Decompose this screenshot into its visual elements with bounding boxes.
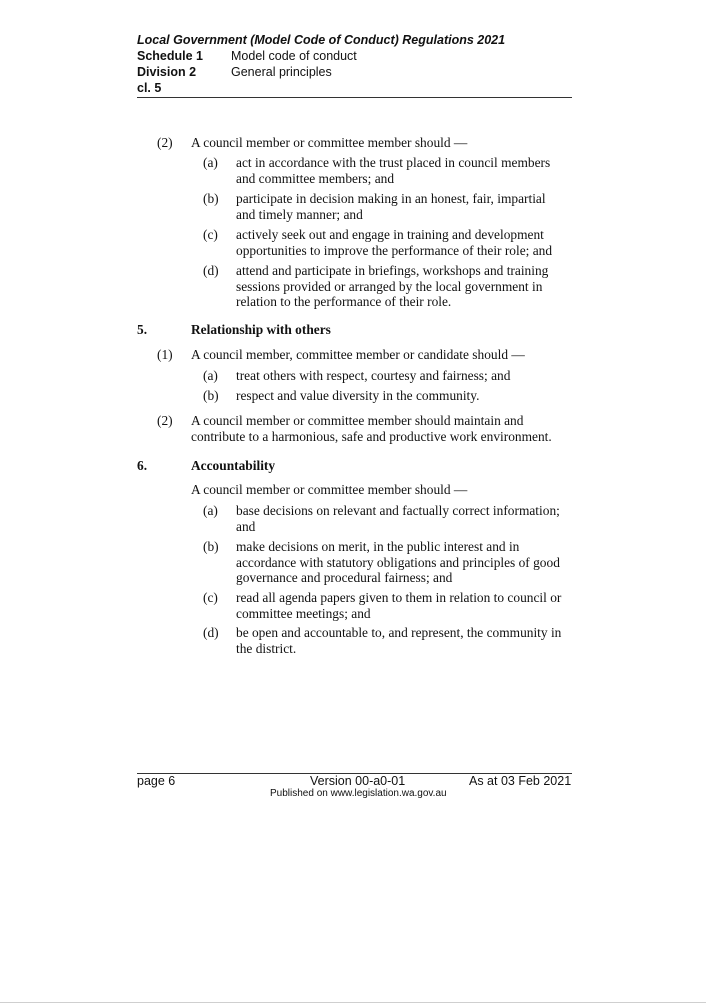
section-number: 6. [137,458,148,473]
paragraph-line: accordance with statutory obligations and principles of good [236,554,560,570]
paragraph-line: read all agenda papers given to them in relation to council or [236,590,562,605]
subclause-intro: A council member or committee member should — [191,135,468,150]
header-division-value: General principles [231,65,332,79]
subclause-number: (2) [157,135,173,150]
paragraph-line: base decisions on relevant and factually correct information; [236,503,560,518]
paragraph-label: (d) [203,625,219,640]
paragraph-line: respect and value diversity in the community. [236,388,480,403]
footer-date: As at 03 Feb 2021 [469,774,572,788]
footer-published: Published on www.legislation.wa.gov.au [270,788,447,799]
paragraph-line: sessions provided or arranged by the local government in [236,278,543,294]
paragraph-line: and [236,518,256,534]
subclause-intro: A council member, committee member or candidate should — [191,347,525,362]
header-clause-key: cl. 5 [137,81,162,95]
header-schedule-key: Schedule 1 [137,49,203,63]
header-schedule-value: Model code of conduct [231,49,357,63]
subclause-line: contribute to a harmonious, safe and productive work environment. [191,428,552,444]
footer-version: Version 00-a0-01 [310,774,406,788]
header-schedule [137,49,357,63]
subclause-number: (1) [157,347,173,362]
footer-page-number: page 6 [137,774,176,788]
paragraph-label: (a) [203,368,218,383]
paragraph-line: make decisions on merit, in the public interest and in [236,539,520,554]
paragraph-line: governance and procedural fairness; and [236,570,453,585]
paragraph-label: (c) [203,590,218,605]
paragraph-label: (a) [203,503,218,518]
paragraph-line: the district. [236,640,297,656]
header-division-key: Division 2 [137,65,197,79]
paragraph-label: (c) [203,227,218,242]
subclause-line: A council member or committee member should maintain and [191,413,524,428]
paragraph-line: relation to the performance of their role. [236,294,452,309]
section-heading: Relationship with others [191,322,331,337]
paragraph-line: attend and participate in briefings, workshops and training [236,263,549,278]
paragraph-line: actively seek out and engage in training and development [236,227,544,242]
paragraph-label: (a) [203,155,218,170]
section-number: 5. [137,322,148,337]
header-divider [137,97,572,98]
paragraph-label: (b) [203,539,219,554]
page-edge [0,1002,706,1003]
paragraph-line: and committee members; and [236,170,395,186]
paragraph-label: (d) [203,263,219,278]
paragraph-line: participate in decision making in an honest, fair, impartial [236,191,546,206]
paragraph-line: opportunities to improve the performance of their role; and [236,242,553,258]
header-division [137,65,332,79]
header-title: Local Government (Model Code of Conduct) Regulations 2021 [137,33,506,47]
section-intro: A council member or committee member should — [191,482,468,497]
paragraph-label: (b) [203,191,219,206]
section-heading: Accountability [191,458,276,473]
paragraph-line: be open and accountable to, and represent, the community in [236,625,562,640]
subclause-number: (2) [157,413,173,428]
paragraph-line: committee meetings; and [236,605,371,621]
header-clause [137,81,231,95]
paragraph-label: (b) [203,388,219,403]
paragraph-line: and timely manner; and [236,206,363,222]
paragraph-line: act in accordance with the trust placed in council members [236,155,551,170]
paragraph-line: treat others with respect, courtesy and fairness; and [236,368,511,383]
